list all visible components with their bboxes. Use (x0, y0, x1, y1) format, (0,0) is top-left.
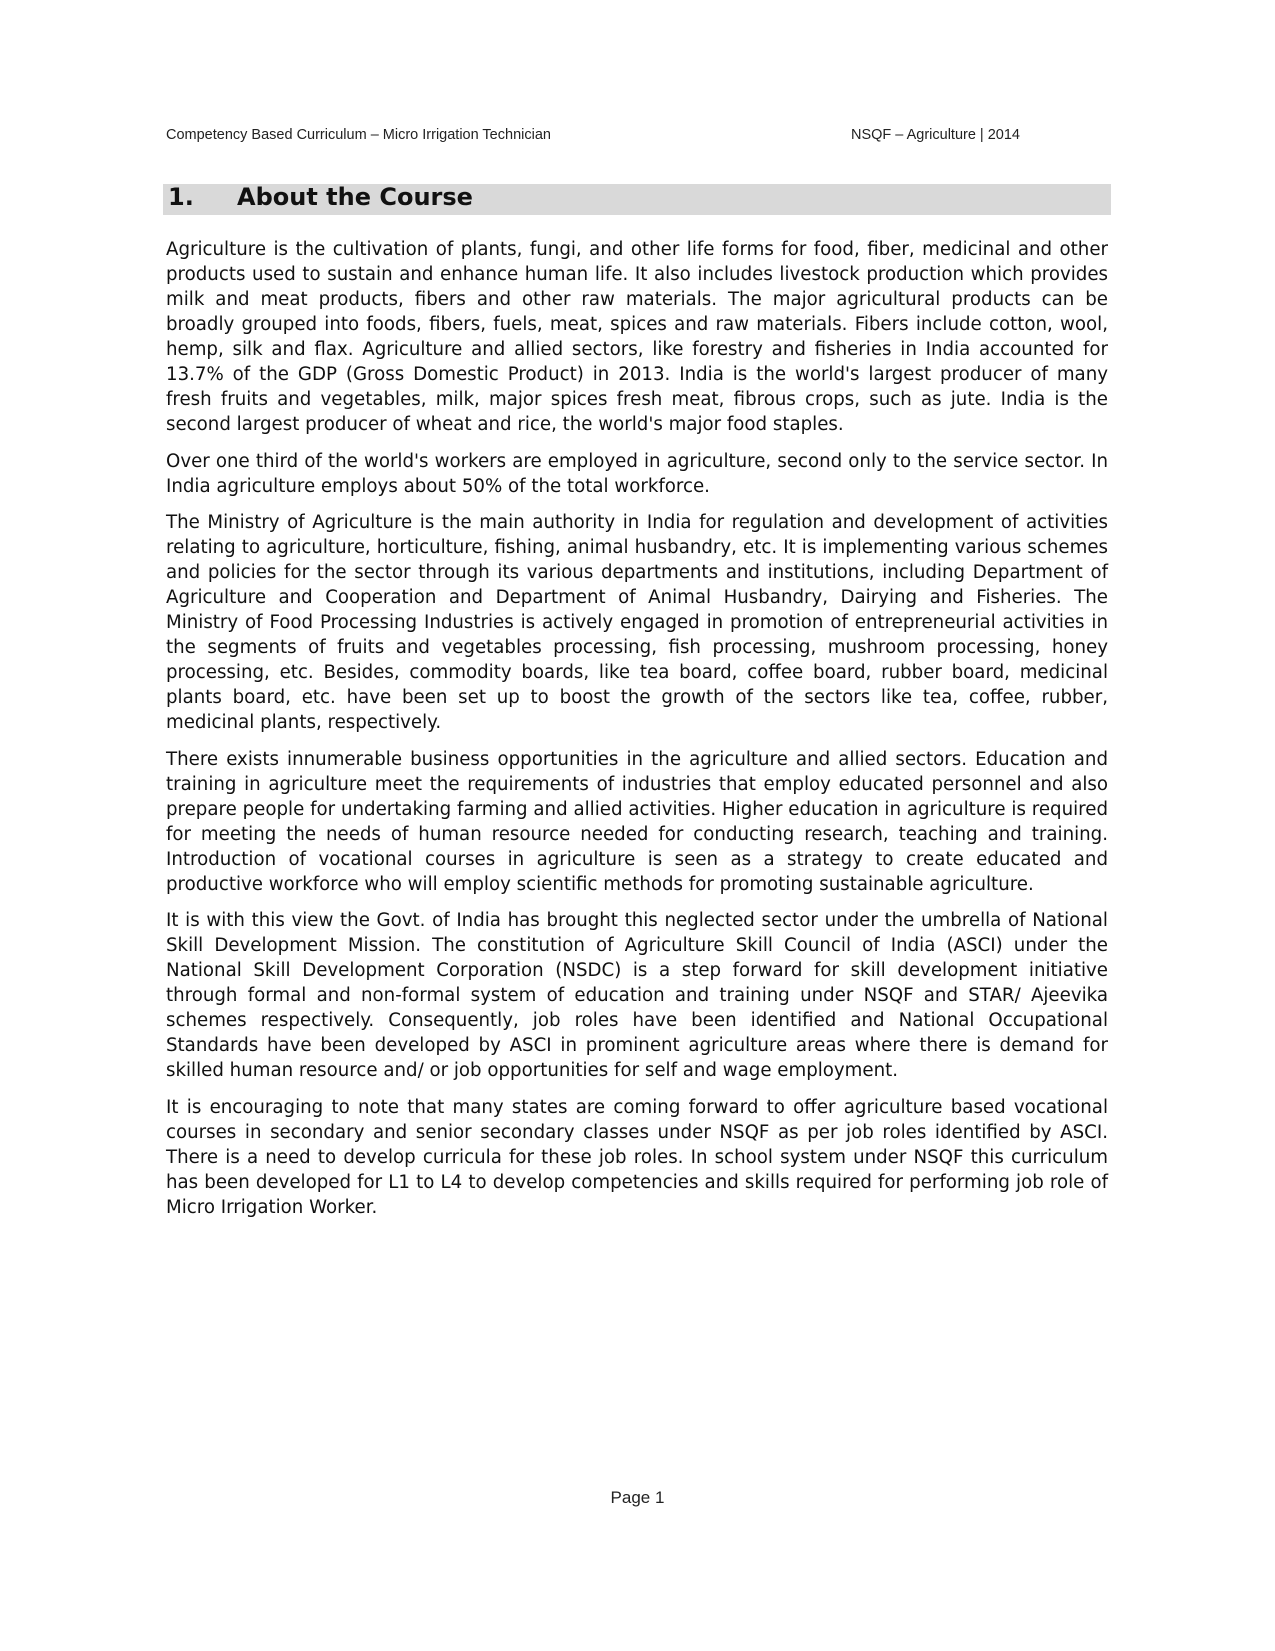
page-number: Page 1 (610, 1488, 665, 1507)
section-title: About the Course (237, 183, 473, 211)
section-body (166, 237, 1108, 1231)
header-framework-year: NSQF – Agriculture | 2014 (851, 127, 1020, 143)
header-document-title: Competency Based Curriculum – Micro Irrigation Technician (166, 127, 551, 143)
paragraph-workforce: Over one third of the world's workers are employed in agriculture, second only to the service sector. In India agriculture employs about 50% of the total workforce. (166, 450, 1108, 497)
paragraph-ministry: The Ministry of Agriculture is the main authority in India for regulation and development of activities relating to agriculture, horticulture, fishing, animal husbandry, etc. It is implementing various schemes and policies for the sector through its various departments and institutions, including Department of Agriculture and Cooperation and Department of Animal Husbandry, Dairying and Fisheries. The Ministry of Food Processing Industries is actively engaged in promotion of entrepreneurial activities in the segments of fruits and vegetables processing, fish processing, mushroom processing, honey processing, etc. Besides, commodity boards, like tea board, coffee board, rubber board, medicinal plants board, etc. have been set up to boost the growth of the sectors like tea, coffee, rubber, medicinal plants, respectively. (166, 512, 1108, 733)
section-number: 1. (168, 183, 194, 211)
paragraph-agriculture-overview: Agriculture is the cultivation of plants, fungi, and other life forms for food, fiber, medicinal and other products used to sustain and enhance human life. It also includes livestock production which provides milk and meat products, fibers and other raw materials. The major agricultural products can be broadly grouped into foods, fibers, fuels, meat, spices and raw materials. Fibers include cotton, wool, hemp, silk and flax. Agriculture and allied sectors, like forestry and fisheries in India accounted for 13.7% of the GDP (Gross Domestic Product) in 2013. India is the world's largest producer of many fresh fruits and vegetables, milk, major spices fresh meat, fibrous crops, such as jute. India is the second largest producer of wheat and rice, the world's major food staples. (166, 239, 1108, 435)
paragraph-vocational-courses: It is encouraging to note that many states are coming forward to offer agriculture based vocational courses in secondary and senior secondary classes under NSQF as per job roles identified by ASCI. There is a need to develop curricula for these job roles. In school system under NSQF this curriculum has been developed for L1 to L4 to develop competencies and skills required for performing job role of Micro Irrigation Worker. (166, 1096, 1108, 1218)
paragraph-business-opportunities: There exists innumerable business opportunities in the agriculture and allied sectors. Education and training in agriculture meet the requirements of industries that employ educated personnel and also prepare people for undertaking farming and allied activities. Higher education in agriculture is required for meeting the needs of human resource needed for conducting research, teaching and training. Introduction of vocational courses in agriculture is seen as a strategy to create educated and productive workforce who will employ scientific methods for promoting sustainable agriculture. (166, 748, 1108, 895)
paragraph-skill-development: It is with this view the Govt. of India has brought this neglected sector under the umbrella of National Skill Development Mission. The constitution of Agriculture Skill Council of India (ASCI) under the National Skill Development Corporation (NSDC) is a step forward for skill development initiative through formal and non-formal system of education and training under NSQF and STAR/ Ajeevika schemes respectively. Consequently, job roles have been identified and National Occupational Standards have been developed by ASCI in prominent agriculture areas where there is demand for skilled human resource and/ or job opportunities for self and wage employment. (166, 910, 1108, 1081)
